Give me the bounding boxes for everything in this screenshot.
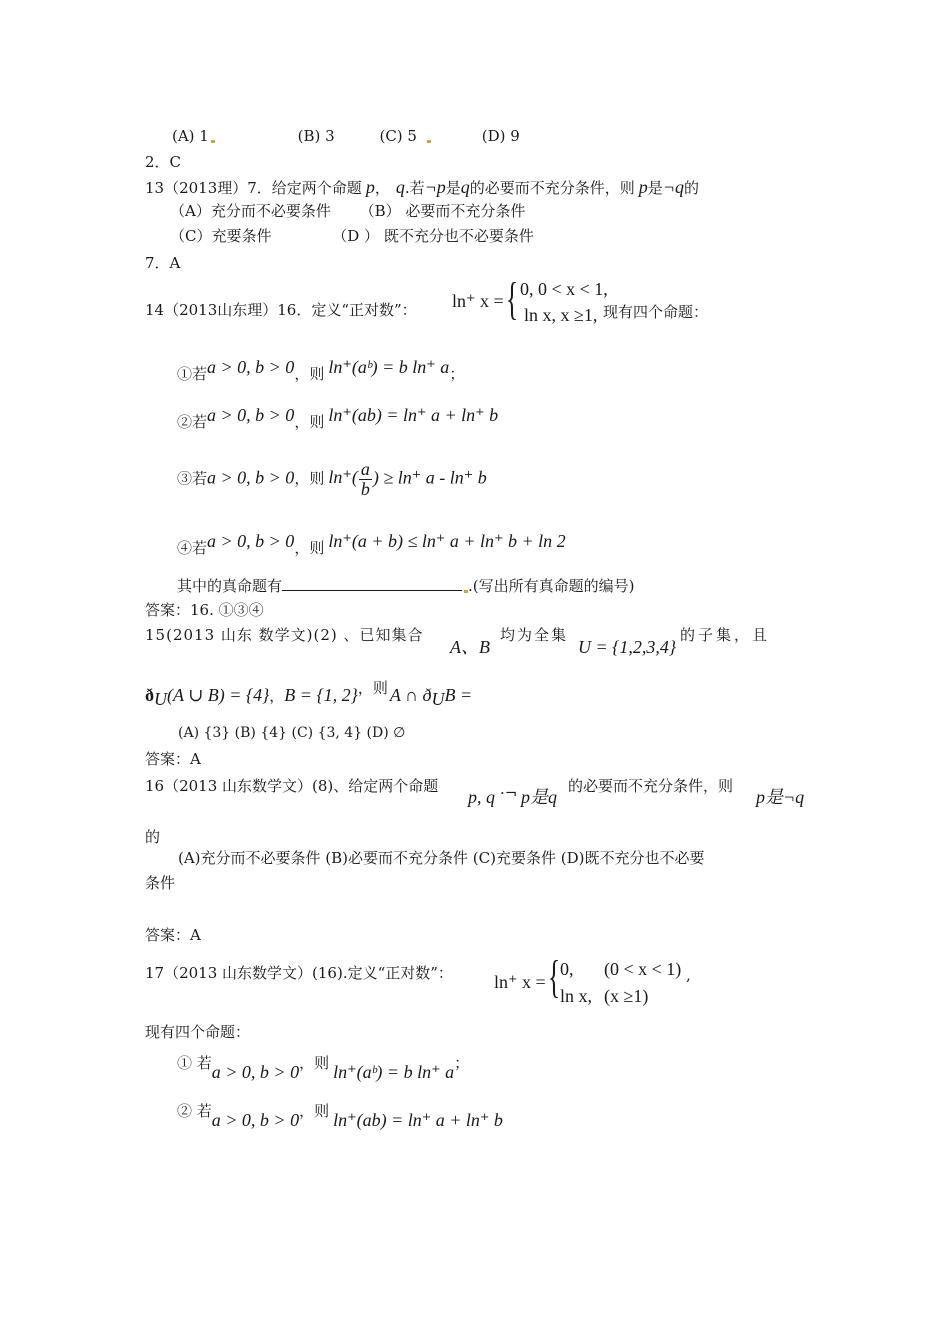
q13-option-a: （A）充分而不必要条件 — [170, 202, 331, 220]
q17-brace: { — [548, 951, 561, 1002]
q15-options: (A) {3} (B) {4} (C) {3, 4} (D) ∅ — [178, 725, 406, 741]
q14-suffix: 现有四个命题： — [603, 303, 709, 321]
answer-blank — [282, 578, 462, 591]
q12-option-d: (D) 9 — [481, 127, 520, 145]
q14-fraction: $\frac{a}{b}$ — [360, 459, 370, 499]
q14-case1: 0, 0 < x < 1, — [520, 279, 608, 299]
q14-answer: 答案：16. ①③④ — [145, 601, 264, 619]
q17-case1a: 0, — [560, 959, 574, 979]
q12-option-a: (A) 1 — [172, 127, 209, 145]
q15-stem-line1: 15(2013 山东 数学文)(2) 、已知集合 — [145, 626, 424, 644]
q14-case2: ln x, x ≥1, — [524, 305, 598, 325]
q14-statement-4: ④若a > 0, b > 0，则 ln⁺(a + b) ≤ ln⁺ a + ln⁺ b + ln 2 — [177, 531, 566, 557]
q14-statement-2: ②若a > 0, b > 0，则 ln⁺(ab) = ln⁺ a + ln⁺ b — [177, 405, 499, 431]
q12-options — [172, 129, 520, 144]
q17-statement-1: ① 若a > 0, b > 0，则 ln⁺(aᵇ) = b ln⁺ a； — [177, 1054, 470, 1082]
q16-pq: p, q — [468, 787, 495, 807]
q15-stem-line2: $ð_U(A$ ∪ B) = {4}，B = {1, 2}，则 A ∩ $ð_UB$ = — [145, 679, 473, 709]
q14-stem: 14（2013山东理）16．定义“正对数”： — [145, 301, 417, 319]
q16-p-is-q: p是q — [521, 787, 557, 807]
q16-stem: 16（2013 山东数学文）(8)、给定两个命题 — [145, 777, 439, 795]
q14-brace: { — [506, 273, 519, 324]
q17-intro: 现有四个命题： — [145, 1023, 251, 1041]
q17-suffix: , — [686, 966, 691, 984]
q15-universe: U = {1,2,3,4} — [578, 637, 677, 657]
q15-answer: 答案：A — [145, 750, 201, 768]
q16-options-line1: (A)充分而不必要条件 (B)必要而不充分条件 (C)充要条件 (D)既不充分也不必要 — [178, 849, 705, 867]
q16-p-is-not-q: p是¬q — [756, 787, 805, 807]
q16-text3: 的必要而不充分条件，则 — [568, 777, 734, 795]
q16-not: ·¬ — [500, 784, 518, 802]
q13-answer: 7．A — [145, 254, 181, 272]
q17-case2a: ln x, — [560, 986, 593, 1006]
q15-text1: 均为全集 — [500, 626, 569, 644]
q13-option-b: （B） 必要而不充分条件 — [359, 202, 526, 220]
q16-answer: 答案：A — [145, 926, 201, 944]
q17-statement-2: ② 若a > 0, b > 0，则 ln⁺(ab) = ln⁺ a + ln⁺ b — [177, 1102, 503, 1130]
q12-option-c: (C) 5 — [379, 127, 417, 145]
q13-options-row1 — [170, 204, 525, 219]
q13-options-row2 — [170, 229, 534, 244]
q12-answer: 2．C — [145, 153, 182, 171]
q16-options-line2: 条件 — [145, 874, 176, 892]
q14-fill-blank: 其中的真命题有 .(写出所有真命题的编号) — [177, 577, 635, 595]
q17-case1b: (0 < x < 1) — [604, 959, 682, 979]
q13-stem: 13（2013理）7．给定两个命题 p， q.若¬p是q的必要而不充分条件，则 p是¬q的 — [145, 177, 699, 197]
q15-sets: A、B — [450, 637, 490, 657]
q14-statement-1: ①若a > 0, b > 0，则 ln⁺(aᵇ) = b ln⁺ a； — [177, 357, 465, 383]
q14-statement-3: ③若a > 0, b > 0，则 ln⁺( $\frac{a}{b}$ ) ≥ ln⁺ a - ln⁺ b — [177, 459, 487, 499]
q16-text5: 的 — [145, 828, 161, 846]
q17-case2b: (x ≥1) — [604, 986, 649, 1006]
q15-text2: 的子集，且 — [680, 626, 771, 644]
q13-option-d: （D ） 既不充分也不必要条件 — [332, 227, 534, 245]
q12-option-b: (B) 3 — [297, 127, 335, 145]
q14-definition-lhs: ln⁺ x = — [452, 291, 504, 311]
q17-stem: 17（2013 山东数学文）(16).定义“正对数”： — [145, 964, 453, 982]
q17-definition-lhs: ln⁺ x = — [494, 972, 546, 992]
q13-option-c: （C）充要条件 — [170, 227, 272, 245]
